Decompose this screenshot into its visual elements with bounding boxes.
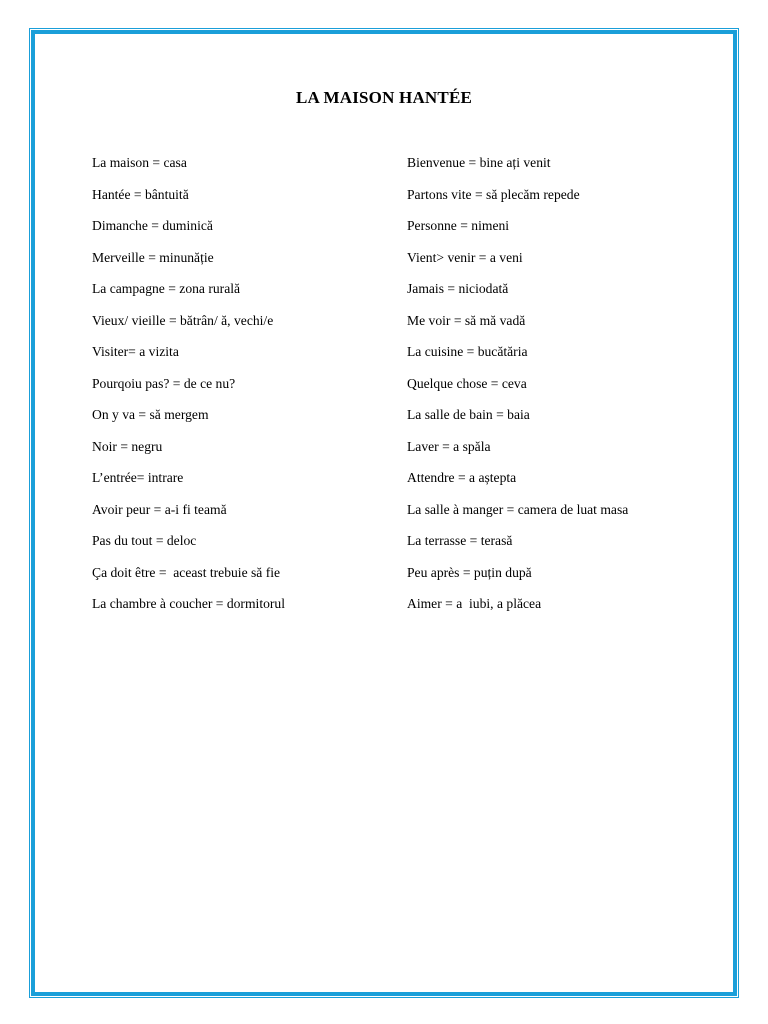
vocab-item: La salle à manger = camera de luat masa <box>407 501 629 517</box>
vocab-item: On y va = să mergem <box>92 407 209 422</box>
vocab-item: Aimer = a iubi, a plăcea <box>407 596 542 611</box>
vocab-item: La salle de bain = baia <box>407 407 530 422</box>
vocab-item: La cuisine = bucătăria <box>407 344 528 359</box>
vocab-item: Pas du tout = deloc <box>92 533 197 548</box>
vocabulary-left-column <box>92 153 285 626</box>
vocab-item: Me voir = să mă vadă <box>407 312 526 328</box>
vocab-item: Ça doit être = aceast trebuie să fie <box>92 564 281 580</box>
vocab-item: Quelque chose = ceva <box>407 375 527 391</box>
document-title: LA MAISON HANTÉE <box>295 88 473 107</box>
vocab-item: Dimanche = duminică <box>92 218 213 233</box>
vocab-item: La maison = casa <box>92 155 187 170</box>
vocab-item: Bienvenue = bine ați venit <box>407 155 551 170</box>
vocab-item: Hantée = bântuită <box>92 186 189 202</box>
vocab-item: Pourqoiu pas? = de ce nu? <box>92 375 236 391</box>
vocab-item: L’entrée= intrare <box>92 470 184 485</box>
vocab-item: Noir = negru <box>92 438 163 454</box>
vocab-item: Partons vite = să plecăm repede <box>407 186 580 202</box>
vocab-item: Personne = nimeni <box>407 218 510 233</box>
vocab-item: La chambre à coucher = dormitorul <box>92 596 285 611</box>
vocab-item: Avoir peur = a-i fi teamă <box>92 501 227 517</box>
vocab-item: Visiter= a vizita <box>92 344 179 359</box>
vocab-item: Vieux/ vieille = bătrân/ ă, vechi/e <box>92 312 274 328</box>
vocab-item: Peu après = puțin după <box>407 564 532 580</box>
vocabulary-right-column <box>407 153 628 626</box>
vocab-item: Attendre = a aștepta <box>407 470 517 485</box>
vocab-item: La campagne = zona rurală <box>92 281 241 296</box>
vocab-item: La terrasse = terasă <box>407 533 513 548</box>
vocab-item: Jamais = niciodată <box>407 281 509 296</box>
vocab-item: Vient> venir = a veni <box>407 249 523 265</box>
vocab-item: Laver = a spăla <box>407 438 491 454</box>
vocab-item: Merveille = minunăție <box>92 249 214 265</box>
